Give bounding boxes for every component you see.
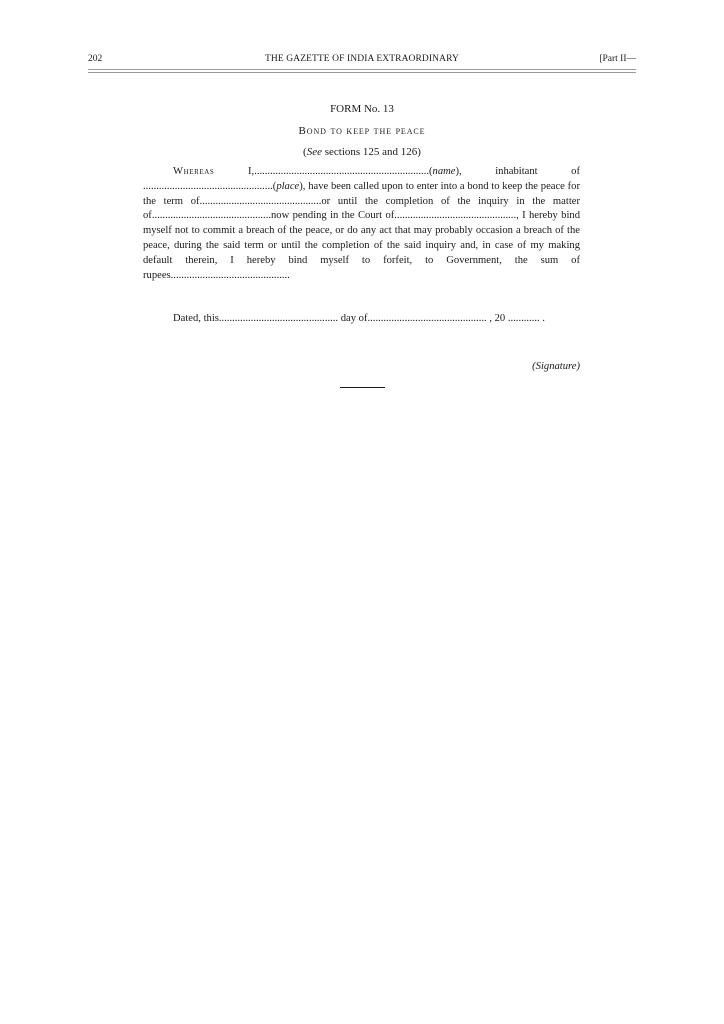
- place-placeholder: place: [276, 180, 300, 192]
- signature-word: Signature: [535, 361, 577, 372]
- part-label: [Part II—: [599, 54, 636, 64]
- signature-label: [532, 361, 580, 372]
- see-rest: sections 125 and 126): [321, 146, 421, 158]
- bond-paragraph: Whereas I,..................................................................(name), inhabitant of .................................................(place), have been called upon to enter into a bond to keep the peace for the term of..............................................or until the completion of the inquiry in the matter of.............................................now pending in the Court of.............................................., I hereby bind myself not to commit a breach of the peace, or do any act that may probably occasion a breach of the peace, during the said term or until the completion of the said inquiry and, in case of my making default therein, I hereby bind myself to forfeit, to Government, the sum of rupees.............................................: [143, 166, 581, 281]
- sig-close: ): [576, 361, 580, 372]
- see-open-paren: (: [303, 146, 307, 158]
- whereas-word: Whereas: [173, 166, 215, 177]
- sig-open: (: [532, 361, 536, 372]
- form-title: FORM No. 13: [330, 103, 394, 115]
- form-subtitle: Bond to keep the peace: [298, 125, 426, 137]
- header-rule-top: [88, 69, 636, 70]
- dated-line: Dated, this............................................. day of............................................. , 20 ............ .: [173, 313, 545, 324]
- page-number: 202: [88, 54, 103, 64]
- page-header: [88, 54, 636, 68]
- sections-reference: [88, 146, 636, 158]
- para-part-1: I,..................................................................: [214, 166, 429, 177]
- para-part-3: ), have been called upon to enter into a bond to keep the peace for the term of..............................................or until the completion of the inquiry in the matter of.............................................now pending in the Court of.............................................., I hereby bind myself not to commit a breach of the peace, or do any act that may probably occasion a breach of the peace, during the said term or until the completion of the said inquiry and, in case of my making default therein, I hereby bind myself to forfeit, to Government, the sum of rupees.............................................: [143, 180, 580, 281]
- see-word: See: [306, 146, 322, 158]
- header-rule-bottom: [88, 72, 636, 73]
- end-rule: [340, 387, 385, 388]
- para-part-2: ), inhabitant of .................................................: [143, 166, 581, 192]
- gazette-title: THE GAZETTE OF INDIA EXTRAORDINARY: [265, 54, 459, 64]
- name-placeholder: name: [432, 166, 456, 177]
